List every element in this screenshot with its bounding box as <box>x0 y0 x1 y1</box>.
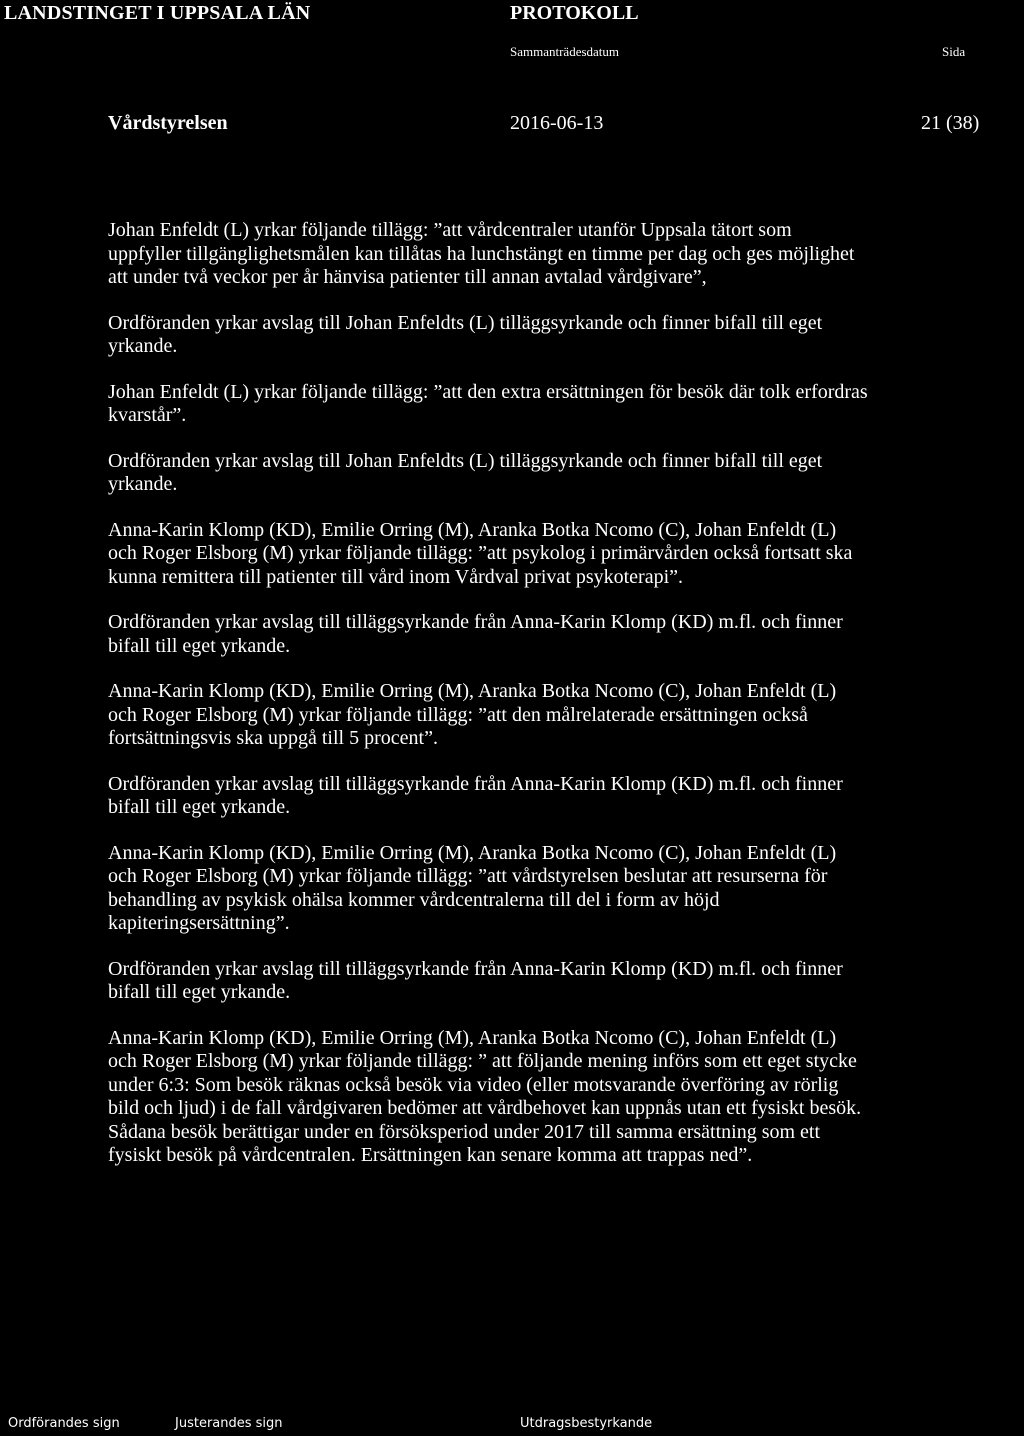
paragraph: Ordföranden yrkar avslag till Johan Enfeldts (L) tilläggsyrkande och finner bifall till eget yrkande. <box>108 449 823 495</box>
page-number: 21 (38) <box>921 112 980 134</box>
chair-signature-label: Ordförandes sign <box>8 1416 120 1431</box>
paragraph: Ordföranden yrkar avslag till tilläggsyrkande från Anna-Karin Klomp (KD) m.fl. och finner bifall till eget yrkande. <box>108 611 843 657</box>
paragraph: Johan Enfeldt (L) yrkar följande tillägg: ”att den extra ersättningen för besök där tolk erfordras kvarstår”. <box>108 380 868 426</box>
meeting-date-label: Sammanträdesdatum <box>510 44 620 59</box>
protocol-body <box>108 219 1024 1190</box>
meeting-date: 2016-06-13 <box>510 112 604 134</box>
paragraph: Anna-Karin Klomp (KD), Emilie Orring (M), Aranka Botka Ncomo (C), Johan Enfeldt (L) och Roger Elsborg (M) yrkar följande tillägg: ”att den målrelaterade ersättningen också fortsättningsvis ska uppgå till 5 procent”. <box>108 680 837 749</box>
paragraph: Anna-Karin Klomp (KD), Emilie Orring (M), Aranka Botka Ncomo (C), Johan Enfeldt (L) och Roger Elsborg (M) yrkar följande tillägg: ”att psykolog i primärvården också fortsatt ska kunna remittera till patienter till vård inom Vårdval privat psykoterapi”. <box>108 518 853 588</box>
paragraph: Anna-Karin Klomp (KD), Emilie Orring (M), Aranka Botka Ncomo (C), Johan Enfeldt (L) och Roger Elsborg (M) yrkar följande tillägg: ”att vårdstyrelsen beslutar att resurserna för behandling av psykisk ohälsa kommer vårdcentralerna till del i form av höjd kapiteringsersättning”. <box>108 841 837 934</box>
paragraph: Anna-Karin Klomp (KD), Emilie Orring (M), Aranka Botka Ncomo (C), Johan Enfeldt (L) och Roger Elsborg (M) yrkar följande tillägg: ” att följande mening införs som ett eget stycke under 6:3: Som besök räknas också besök via video (eller motsvarande överföring av rörlig bild och ljud) i de fall vårdgivaren bedömer att vårdbehovet kan uppnås utan ett fysiskt besök. Sådana besök berättigar under en försöksperiod under 2017 till samma ersättning som ett fysiskt besök på vårdcentralen. Ersättningen kan senare komma att trappas ned”. <box>108 1026 862 1166</box>
extract-certification-label: Utdragsbestyrkande <box>520 1416 653 1431</box>
document-type: PROTOKOLL <box>510 2 639 24</box>
page-label: Sida <box>942 44 966 59</box>
paragraph: Ordföranden yrkar avslag till Johan Enfeldts (L) tilläggsyrkande och finner bifall till eget yrkande. <box>108 311 823 357</box>
adjuster-signature-label: Justerandes sign <box>175 1416 283 1431</box>
paragraph: Ordföranden yrkar avslag till tilläggsyrkande från Anna-Karin Klomp (KD) m.fl. och finner bifall till eget yrkande. <box>108 772 843 818</box>
paragraph: Ordföranden yrkar avslag till tilläggsyrkande från Anna-Karin Klomp (KD) m.fl. och finner bifall till eget yrkande. <box>108 957 843 1003</box>
paragraph: Johan Enfeldt (L) yrkar följande tillägg: ”att vårdcentraler utanför Uppsala tätort som uppfyller tillgänglighetsmålen kan tillåtas ha lunchstängt en timme per dag och ges möjlighet att under två veckor per år hänvisa patienter till annan avtalad vårdgivare”, <box>108 219 855 288</box>
board-name: Vårdstyrelsen <box>108 112 228 134</box>
organization-name: LANDSTINGET I UPPSALA LÄN <box>4 2 311 24</box>
